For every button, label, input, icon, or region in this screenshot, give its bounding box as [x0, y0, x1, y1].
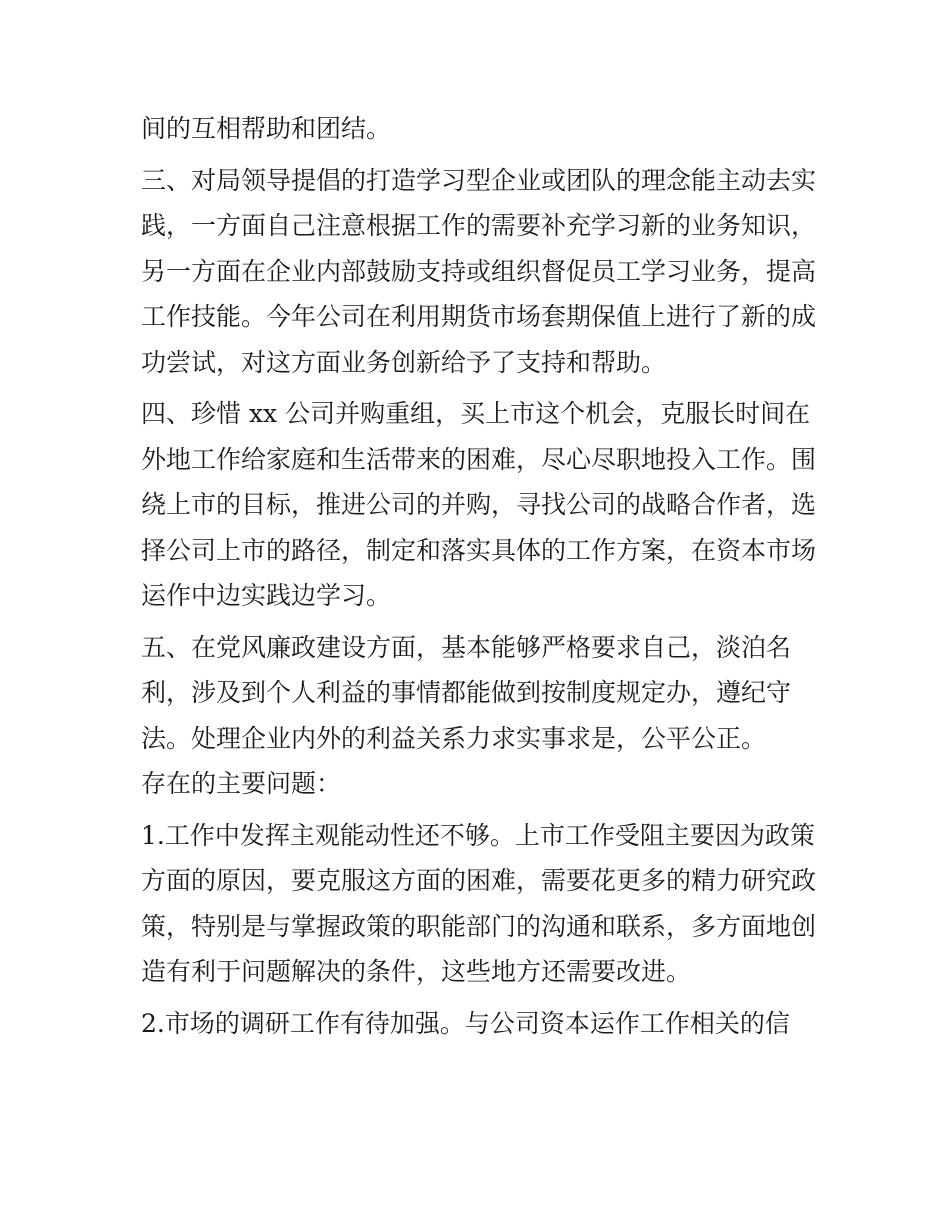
text-line: 三、对局领导提倡的打造学习型企业或团队的理念能主动去实 — [141, 165, 817, 195]
text-line: 造有利于问题解决的条件，这些地方还需要改进。 — [141, 957, 692, 986]
text-line: 工作技能。今年公司在利用期货市场套期保值上进行了新的成 — [141, 302, 817, 331]
text-line: 间的互相帮助和团结。 — [141, 114, 392, 143]
text-line: 绕上市的目标，推进公司的并购，寻找公司的战略合作者，选 — [141, 490, 817, 519]
text-line: 四、珍惜 xx 公司并购重组，买上市这个机会，克服长时间在 — [141, 399, 811, 428]
text-line: 另一方面在企业内部鼓励支持或组织督促员工学习业务，提高 — [141, 256, 817, 286]
text-line: 2.市场的调研工作有待加强。与公司资本运作工作相关的信 — [141, 1008, 790, 1038]
text-line: 五、在党风廉政建设方面，基本能够严格要求自己，淡泊名 — [141, 632, 792, 662]
text-line: 策，特别是与掌握政策的职能部门的沟通和联系，多方面地创 — [141, 911, 817, 941]
text-line: 利，涉及到个人利益的事情都能做到按制度规定办，遵纪守 — [141, 678, 792, 707]
text-line: 功尝试，对这方面业务创新给予了支持和帮助。 — [141, 347, 667, 377]
text-line: 法。处理企业内外的利益关系力求实事求是，公平公正。 — [141, 723, 767, 753]
section-heading: 存在的主要问题： — [141, 769, 342, 798]
document-body — [141, 106, 816, 1046]
text-line: 择公司上市的路径，制定和落实具体的工作方案，在资本市场 — [141, 535, 817, 565]
text-line: 方面的原因，要克服这方面的困难，需要花更多的精力研究政 — [141, 866, 817, 895]
text-line: 运作中边实践边学习。 — [141, 581, 392, 610]
text-line: 1.工作中发挥主观能动性还不够。上市工作受阻主要因为政策 — [141, 820, 815, 850]
text-line: 外地工作给家庭和生活带来的困难，尽心尽职地投入工作。围 — [141, 444, 817, 474]
text-line: 践，一方面自己注意根据工作的需要补充学习新的业务知识， — [141, 211, 817, 240]
